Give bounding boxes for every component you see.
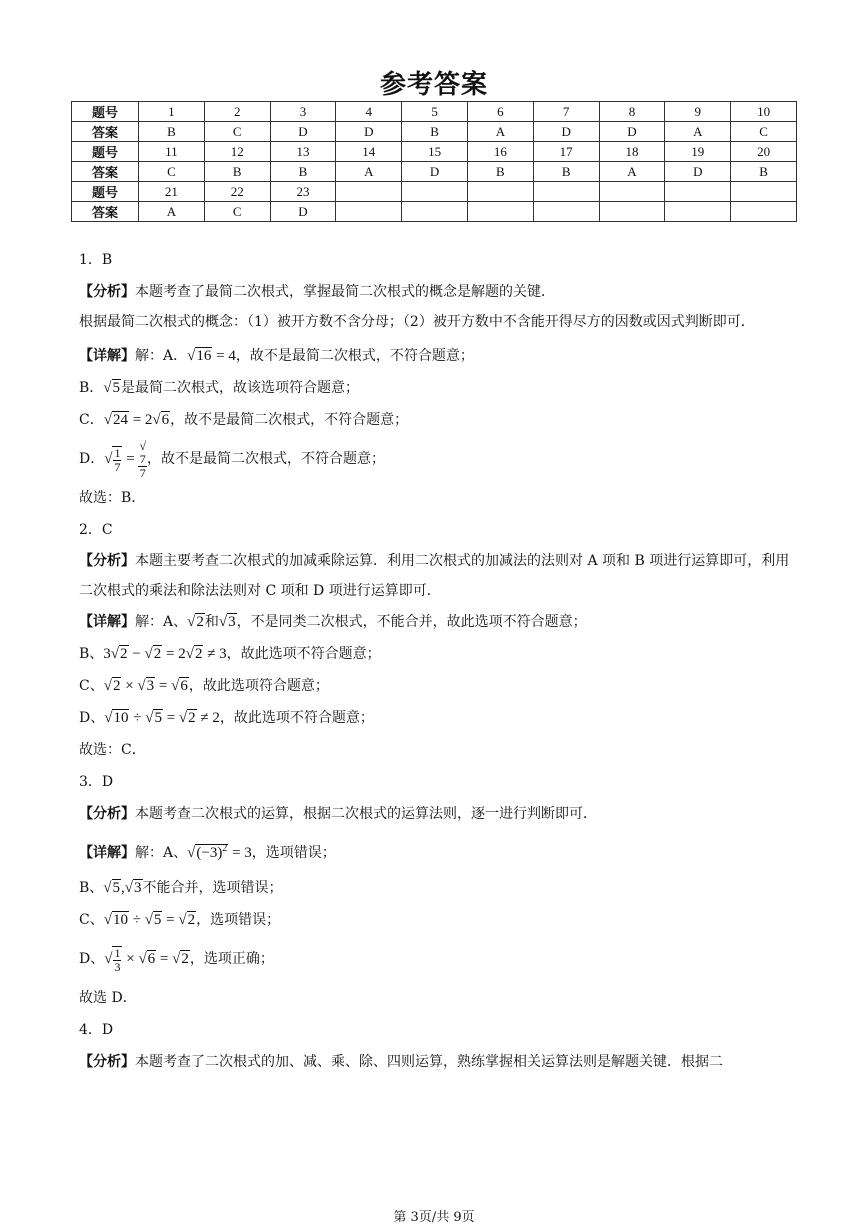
table-cell: A (336, 162, 402, 182)
table-row (72, 142, 797, 162)
table-cell: 10 (731, 102, 797, 122)
table-cell: B (467, 162, 533, 182)
table-cell (599, 202, 665, 222)
table-cell: 18 (599, 142, 665, 162)
table-cell: C (139, 162, 205, 182)
page-footer: 第 3页/共 9页 (393, 1210, 475, 1225)
row-header: 题号 (72, 142, 139, 162)
table-cell: A (467, 122, 533, 142)
table-row (72, 162, 797, 182)
table-cell (533, 182, 599, 202)
q4-analysis: 【分析】本题考查了二次根式的加、减、乘、除、四则运算，熟练掌握相关运算法则是解题关键．根据二 (79, 1054, 723, 1070)
table-row (72, 182, 797, 202)
table-cell: 1 (139, 102, 205, 122)
q1-conclusion: 故选：B． (79, 490, 146, 506)
q2-option-d: D、√10 ÷ √5 = √2 ≠ 2，故此选项不符合题意； (79, 710, 374, 726)
q1-heading: 1．B (79, 252, 113, 268)
q3-option-c: C、√10 ÷ √5 = √2，选项错误； (79, 912, 281, 928)
table-cell: 17 (533, 142, 599, 162)
table-cell (467, 182, 533, 202)
table-cell: C (731, 122, 797, 142)
table-cell: 4 (336, 102, 402, 122)
q3-analysis: 【分析】本题考查二次根式的运算，根据二次根式的运算法则，逐一进行判断即可． (79, 806, 597, 822)
table-cell: 20 (731, 142, 797, 162)
table-cell: D (533, 122, 599, 142)
row-header: 题号 (72, 182, 139, 202)
table-cell: D (402, 162, 468, 182)
table-cell: 15 (402, 142, 468, 162)
table-cell: 16 (467, 142, 533, 162)
table-cell: D (270, 122, 336, 142)
q1-option-a: 【详解】解：A．√16 = 4，故不是最简二次根式，不符合题意； (79, 348, 474, 364)
table-row (72, 202, 797, 222)
q2-option-b: B、3√2 − √2 = 2√2 ≠ 3，故此选项不符合题意； (79, 646, 381, 662)
q2-conclusion: 故选：C． (79, 742, 146, 758)
table-cell: 13 (270, 142, 336, 162)
page-title: 参考答案 (379, 70, 488, 100)
table-cell: 8 (599, 102, 665, 122)
table-cell: B (731, 162, 797, 182)
q2-option-a: 【详解】解：A、√2和√3，不是同类二次根式，不能合并，故此选项不符合题意； (79, 614, 587, 630)
q3-heading: 3．D (79, 774, 114, 790)
table-row (72, 102, 797, 122)
table-cell: 3 (270, 102, 336, 122)
q3-option-a: 【详解】解：A、$√(-3)^2 = 3$，选项错误； (79, 843, 336, 861)
table-cell (467, 202, 533, 222)
table-cell: 14 (336, 142, 402, 162)
row-header: 题号 (72, 102, 139, 122)
table-cell: 7 (533, 102, 599, 122)
table-cell: A (599, 162, 665, 182)
table-cell (402, 202, 468, 222)
table-cell (336, 182, 402, 202)
table-cell: 23 (270, 182, 336, 202)
table-cell: B (533, 162, 599, 182)
table-cell (665, 202, 731, 222)
table-cell (533, 202, 599, 222)
table-cell: B (139, 122, 205, 142)
q3-option-d: D、√ $\frac{1}{3}$ × √6 = √2，选项正确； (79, 945, 274, 974)
table-cell: D (599, 122, 665, 142)
q3-option-b: B、√5,√3不能合并，选项错误； (79, 880, 283, 896)
table-cell: 12 (204, 142, 270, 162)
table-cell: B (270, 162, 336, 182)
table-cell: A (665, 122, 731, 142)
q1-option-b: B．√5是最简二次根式，故该选项符合题意； (79, 380, 360, 396)
q1-analysis-2: 根据最简二次根式的概念：（1）被开方数不含分母；（2）被开方数中不含能开得尽方的因数或因式判断即可． (79, 314, 755, 330)
table-cell (731, 202, 797, 222)
q1-option-c: C．√24 = 2√6，故不是最简二次根式，不符合题意； (79, 412, 409, 428)
q1-analysis: 【分析】本题考查了最简二次根式，掌握最简二次根式的概念是解题的关键． (79, 284, 555, 300)
table-cell (336, 202, 402, 222)
q1-option-d: D．√ $\frac{1}{7}$ = √ 7 7 ，故不是最简二次根式，不符合题意； (79, 438, 386, 480)
q4-heading: 4．D (79, 1022, 114, 1038)
table-cell (731, 182, 797, 202)
q2-option-c: C、√2 × √3 = √6，故此选项符合题意； (79, 678, 329, 694)
solutions (79, 244, 795, 1078)
answer-table (71, 101, 797, 222)
table-cell (665, 182, 731, 202)
q2-analysis: 【分析】本题主要考查二次根式的加减乘除运算．利用二次根式的加减法的法则对 A 项和 B 项进行运算即可，利用二次根式的乘法和除法法则对 C 项和 D 项进行运算即可． (79, 553, 790, 599)
table-cell: D (665, 162, 731, 182)
table-cell: B (204, 162, 270, 182)
table-cell: A (139, 202, 205, 222)
table-cell (599, 182, 665, 202)
table-cell: 2 (204, 102, 270, 122)
table-cell: 9 (665, 102, 731, 122)
table-cell: D (336, 122, 402, 142)
table-cell: D (270, 202, 336, 222)
table-cell: 5 (402, 102, 468, 122)
q3-conclusion: 故选 D． (79, 990, 137, 1006)
table-row (72, 122, 797, 142)
table-cell: C (204, 122, 270, 142)
table-cell: 21 (139, 182, 205, 202)
table-cell: C (204, 202, 270, 222)
table-cell: 19 (665, 142, 731, 162)
q2-heading: 2．C (79, 522, 113, 538)
table-cell (402, 182, 468, 202)
table-cell: 22 (204, 182, 270, 202)
table-cell: B (402, 122, 468, 142)
row-header: 答案 (72, 162, 139, 182)
row-header: 答案 (72, 202, 139, 222)
row-header: 答案 (72, 122, 139, 142)
table-cell: 11 (139, 142, 205, 162)
table-cell: 6 (467, 102, 533, 122)
